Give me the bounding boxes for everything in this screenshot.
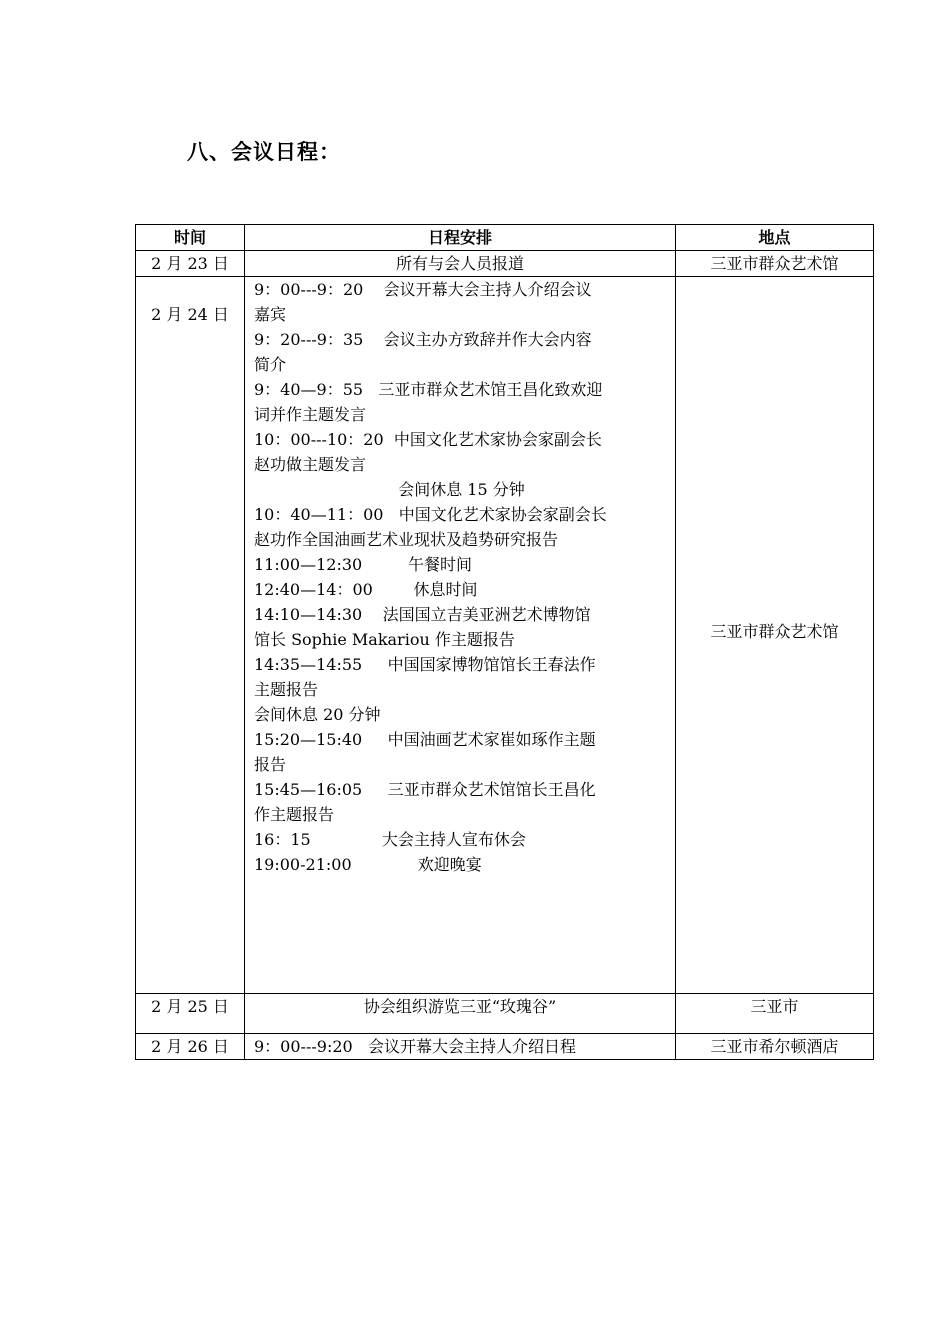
schedule-cell [245, 1034, 676, 1060]
schedule-cell [245, 277, 676, 994]
schedule-line: 简介 [254, 355, 287, 374]
table-row [136, 277, 874, 994]
schedule-table [135, 224, 874, 1060]
schedule-line: 作主题报告 [254, 805, 335, 824]
schedule-line: 15:20—15:40 中国油画艺术家崔如琢作主题 [254, 730, 596, 749]
schedule-line: 嘉宾 [254, 305, 287, 324]
schedule-lines [245, 277, 675, 877]
schedule-line: 主题报告 [254, 680, 319, 699]
schedule-cell: 所有与会人员报道 [245, 251, 676, 277]
schedule-line: 9：00---9:20 会议开幕大会主持人介绍日程 [254, 1037, 576, 1056]
table-header-row [136, 225, 874, 251]
schedule-line: 14:35—14:55 中国国家博物馆馆长王春法作 [254, 655, 596, 674]
schedule-line: 16：15 大会主持人宣布休会 [254, 830, 526, 849]
header-time: 时间 [136, 225, 245, 251]
table-row [136, 251, 874, 277]
schedule-line: 14:10—14:30 法国国立吉美亚洲艺术博物馆 [254, 605, 591, 624]
schedule-line: 赵功作全国油画艺术业现状及趋势研究报告 [254, 530, 559, 549]
schedule-line: 10：40—11：00 中国文化艺术家协会家副会长 [254, 505, 607, 524]
schedule-line: 9：20---9：35 会议主办方致辞并作大会内容 [254, 330, 592, 349]
schedule-line: 9：40—9：55 三亚市群众艺术馆王昌化致欢迎 [254, 380, 603, 399]
table-row [136, 1034, 874, 1060]
header-location: 地点 [676, 225, 874, 251]
schedule-line: 9：00---9：20 会议开幕大会主持人介绍会议 [254, 280, 592, 299]
date-cell: 2 月 26 日 [136, 1034, 245, 1060]
date-cell: 2 月 23 日 [136, 251, 245, 277]
schedule-line: 词并作主题发言 [254, 405, 367, 424]
schedule-line: 赵功做主题发言 [254, 455, 367, 474]
header-schedule: 日程安排 [245, 225, 676, 251]
schedule-line: 10：00---10：20 中国文化艺术家协会家副会长 [254, 430, 602, 449]
location-cell: 三亚市 [676, 994, 874, 1034]
schedule-line: 会间休息 15 分钟 [398, 480, 525, 499]
section-heading: 八、会议日程： [187, 140, 341, 164]
schedule-line: 12:40—14：00 休息时间 [254, 580, 478, 599]
schedule-line: 会间休息 20 分钟 [254, 705, 381, 724]
schedule-line: 馆长 Sophie Makariou 作主题报告 [254, 630, 515, 649]
table-row [136, 994, 874, 1034]
location-cell: 三亚市群众艺术馆 [676, 251, 874, 277]
schedule-line: 11:00—12:30 午餐时间 [254, 555, 472, 574]
schedule-line: 15:45—16:05 三亚市群众艺术馆馆长王昌化 [254, 780, 596, 799]
location-cell: 三亚市群众艺术馆 [676, 277, 874, 994]
schedule-line: 报告 [254, 755, 287, 774]
date-cell: 2 月 24 日 [136, 277, 245, 994]
date-cell: 2 月 25 日 [136, 994, 245, 1034]
schedule-line: 19:00-21:00 欢迎晚宴 [254, 855, 482, 874]
location-cell: 三亚市希尔顿酒店 [676, 1034, 874, 1060]
schedule-cell: 协会组织游览三亚“玫瑰谷” [245, 994, 676, 1034]
